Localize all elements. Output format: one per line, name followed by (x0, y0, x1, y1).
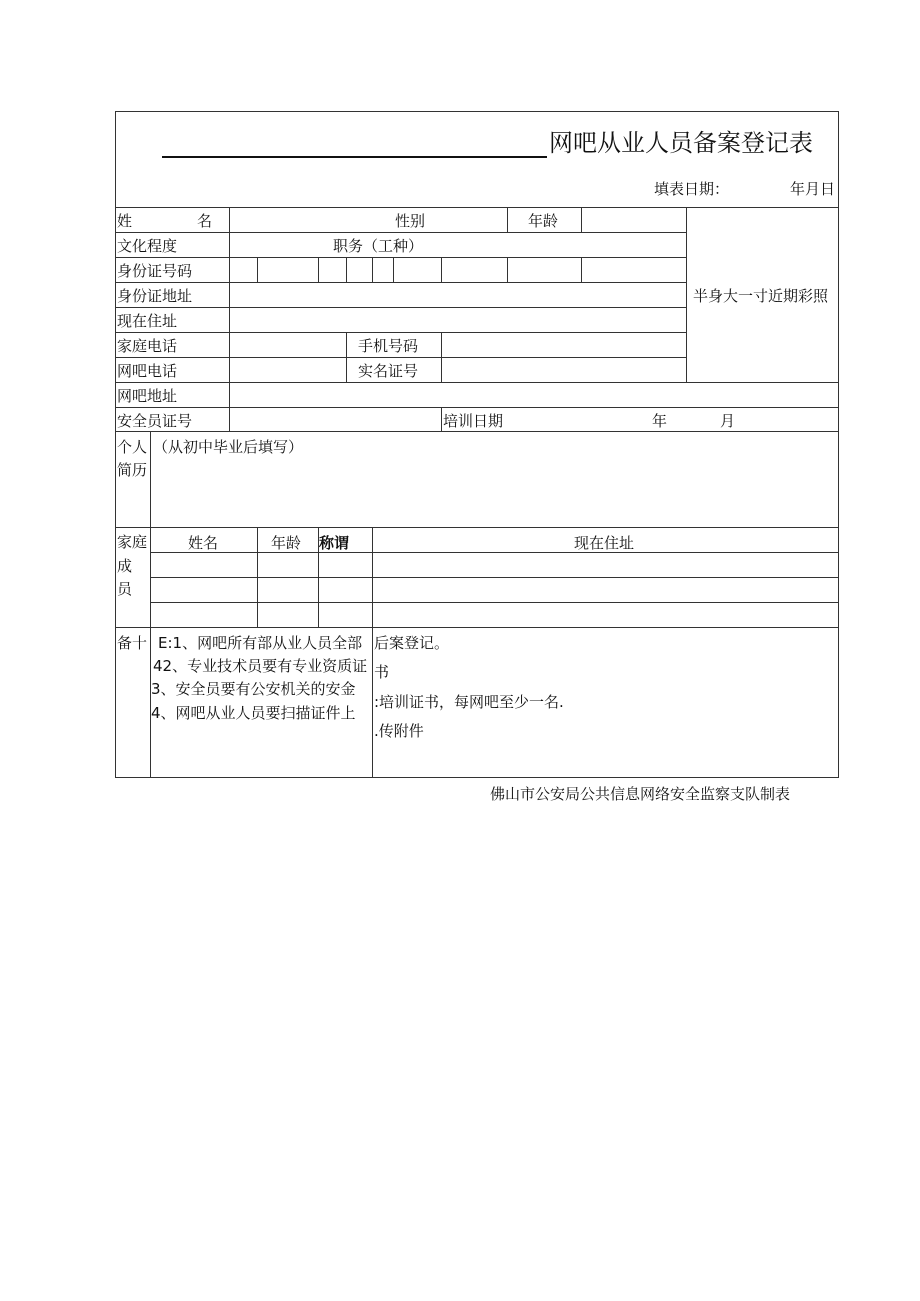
id-address-field[interactable] (230, 283, 685, 307)
position-label: 职务（工种） (333, 237, 424, 255)
gender-field[interactable] (430, 208, 506, 232)
family-label-2: 成 (117, 557, 133, 575)
safety-cert-label: 安全员证号 (117, 412, 193, 430)
page-title: 网吧从业人员备案登记表 (549, 129, 813, 157)
resume-field[interactable] (151, 458, 838, 526)
training-year-label: 年 (652, 412, 668, 430)
notes-right-line-4: .传附件 (374, 722, 424, 740)
cafe-phone-label: 网吧电话 (117, 362, 178, 380)
cafe-phone-field[interactable] (230, 358, 345, 382)
family-row[interactable] (151, 578, 838, 601)
home-phone-label: 家庭电话 (117, 337, 178, 355)
notes-left-line-1: E:1、网吧所有部从业人员全部 (158, 634, 363, 652)
family-label-3: 员 (117, 580, 133, 598)
real-name-no-label: 实名证号 (358, 362, 419, 380)
notes-left-line-3: 3、安全员要有公安机关的安金 (151, 680, 356, 698)
gender-label: 性别 (395, 212, 426, 230)
resume-hint: （从初中毕业后填写） (153, 438, 304, 456)
cafe-address-label: 网吧地址 (117, 387, 178, 405)
notes-right-line-3: :培训证书，每网吧至少一名. (374, 693, 564, 711)
mobile-field[interactable] (442, 333, 685, 357)
footer-issuer: 佛山市公安局公共信息网络安全监察支队制表 (490, 785, 791, 803)
name-label: 姓 (117, 212, 133, 230)
family-row[interactable] (151, 553, 838, 576)
name-field[interactable] (230, 208, 390, 232)
cafe-address-field[interactable] (230, 383, 838, 407)
position-field[interactable] (440, 233, 685, 257)
education-label: 文化程度 (117, 237, 178, 255)
family-header-age: 年龄 (271, 534, 302, 552)
title-blank-underline (162, 156, 547, 158)
training-date-label: 培训日期 (443, 412, 504, 430)
notes-left-line-2: 42、专业技术员要有专业资质证 (153, 657, 368, 675)
family-header-relation: 称谓 (319, 534, 350, 552)
fill-date-label: 填表日期： (654, 180, 730, 198)
resume-label-2: 简历 (117, 461, 148, 479)
current-address-field[interactable] (230, 308, 685, 332)
name-label-2: 名 (197, 212, 213, 230)
fill-date-units: 年月日 (790, 180, 836, 198)
family-row[interactable] (151, 603, 838, 626)
current-address-label: 现在住址 (117, 312, 178, 330)
id-number-label: 身份证号码 (117, 262, 193, 280)
mobile-label: 手机号码 (358, 337, 419, 355)
id-address-label: 身份证地址 (117, 287, 193, 305)
notes-right-line-1: 后案登记。 (374, 634, 450, 652)
family-header-name: 姓名 (188, 534, 219, 552)
photo-label: 半身大一寸近期彩照 (693, 287, 829, 305)
safety-cert-field[interactable] (230, 408, 440, 431)
notes-label: 备十 (117, 634, 148, 652)
id-number-field[interactable] (230, 258, 685, 282)
age-label: 年龄 (528, 212, 559, 230)
real-name-no-field[interactable] (442, 358, 685, 382)
age-field[interactable] (582, 208, 685, 232)
training-month-label: 月 (720, 412, 736, 430)
notes-right-line-2: 书 (374, 663, 390, 681)
family-label-1: 家庭 (117, 533, 148, 551)
family-header-address: 现在住址 (574, 534, 635, 552)
resume-label-1: 个人 (117, 438, 148, 456)
notes-left-line-4: 4、网吧从业人员要扫描证件上 (151, 704, 356, 722)
home-phone-field[interactable] (230, 333, 345, 357)
education-field[interactable] (230, 233, 325, 257)
